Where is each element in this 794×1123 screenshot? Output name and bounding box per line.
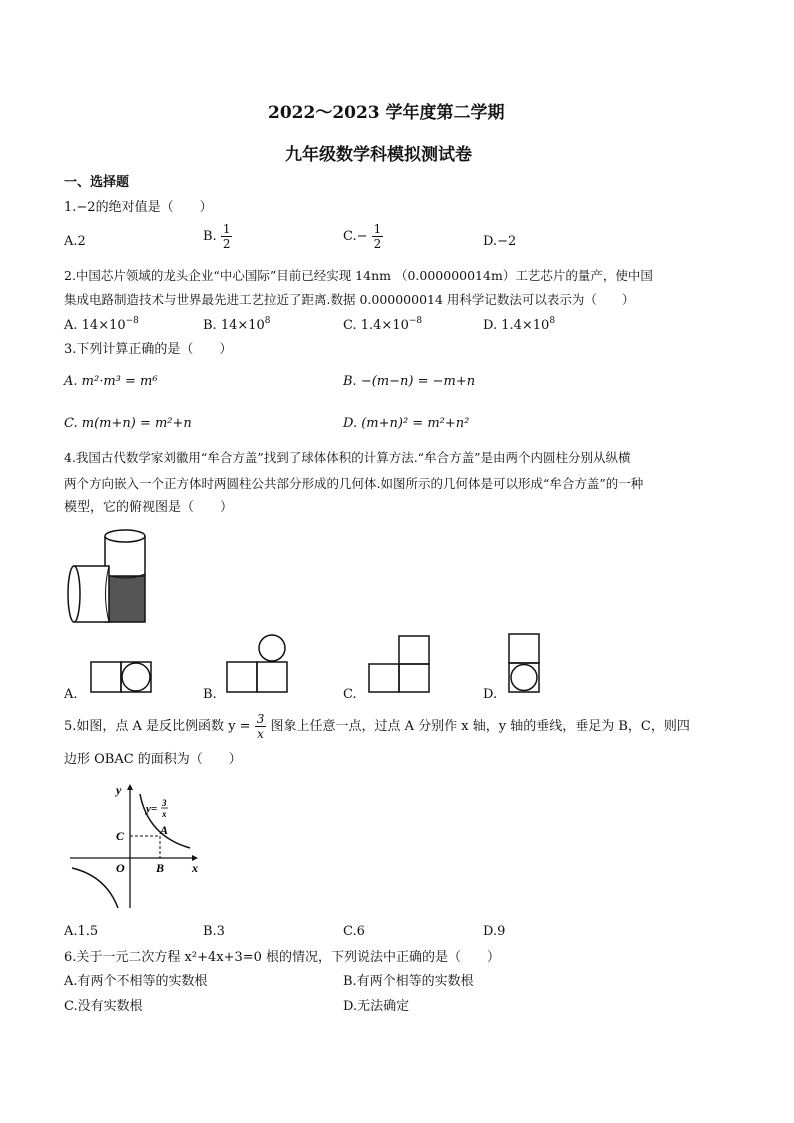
q1-option-d: D.−2	[483, 234, 517, 249]
q3-stem: 3.下列计算正确的是（ ）	[64, 342, 233, 357]
q4-line-2: 两个方向嵌入一个正方体时两圆柱公共部分形成的几何体.如图所示的几何体是可以形成“牟合方盖”的一种	[64, 476, 644, 491]
q5-fraction	[255, 712, 267, 741]
q4-option-b-figure	[226, 634, 288, 694]
q1-b-den: 2	[222, 237, 231, 251]
q2-line-2: 集成电路制造技术与世界最先进工艺拉近了距离.数据 0.000000014 用科学记数法可以表示为（ ）	[64, 292, 635, 307]
q1-option-b	[203, 222, 232, 251]
q4-line-1: 4.我国古代数学家刘徽用“牟合方盖”找到了球体体积的计算方法.“牟合方盖”是由两个内圆柱分别从纵横	[64, 450, 631, 465]
q4-option-a-figure	[90, 660, 152, 694]
q2-c-exp: −8	[408, 316, 423, 326]
q1-option-a: A.2	[64, 234, 86, 249]
q5-option-b: B.3	[203, 924, 225, 939]
q5-option-a: A.1.5	[64, 924, 99, 939]
q6-option-c: C.没有实数根	[64, 999, 143, 1014]
graph-y-label: y	[116, 783, 122, 797]
q5-option-c: C.6	[343, 924, 365, 939]
q4-option-c: C.	[343, 687, 357, 702]
q1-b-fraction	[221, 222, 233, 251]
q6-option-a: A.有两个不相等的实数根	[64, 974, 208, 989]
q2-a-exp: −8	[125, 316, 139, 326]
graph-origin-label: O	[116, 861, 125, 875]
q1-c-prefix: C.−	[343, 229, 368, 244]
q4-solid-figure	[64, 526, 154, 626]
q3-option-a: A. m²·m³ = m⁶	[64, 374, 158, 389]
q4-option-b: B.	[203, 687, 217, 702]
q5-line-1-pre: 5.如图，点 A 是反比例函数 y =	[64, 719, 251, 734]
graph-function-num: 3	[162, 798, 167, 808]
q5-line-1	[64, 712, 690, 741]
q6-stem: 6.关于一元二次方程 x²+4x+3=0 根的情况，下列说法中正确的是（ ）	[64, 950, 501, 965]
section-heading: 一、选择题	[64, 175, 130, 190]
q2-c-base: C. 1.4×10	[343, 318, 409, 333]
q3-option-c: C. m(m+n) = m²+n	[64, 416, 192, 431]
graph-function-label: y=	[146, 803, 158, 815]
q2-d-base: D. 1.4×10	[483, 318, 550, 333]
q2-a-base: A. 14×10	[64, 318, 126, 333]
q2-option-b	[203, 316, 271, 336]
q4-line-3: 模型，它的俯视图是（ ）	[64, 500, 234, 515]
q5-graph	[64, 780, 204, 912]
q2-d-exp: 8	[549, 316, 556, 326]
graph-a-label: A	[160, 823, 169, 837]
q1-c-fraction	[372, 222, 384, 251]
q5-option-d: D.9	[483, 924, 506, 939]
q2-option-c	[343, 316, 422, 336]
q2-b-base: B. 14×10	[203, 318, 265, 333]
q2-line-1: 2.中国芯片领域的龙头企业“中心国际”目前已经实现 14nm （0.000000014m）工艺芯片的量产，使中国	[64, 268, 653, 283]
q2-option-d	[483, 316, 555, 336]
q3-option-d: D. (m+n)² = m²+n²	[343, 416, 470, 431]
q2-option-a	[64, 316, 139, 336]
graph-x-label: x	[192, 861, 198, 875]
graph-c-label: C	[116, 829, 125, 843]
title-line-2: 九年级数学科模拟测试卷	[285, 145, 472, 165]
q5-line-1-post: 图象上任意一点，过点 A 分别作 x 轴，y 轴的垂线，垂足为 B，C，则四	[270, 719, 690, 734]
q3-option-b: B. −(m−n) = −m+n	[343, 374, 476, 389]
q4-option-c-figure	[368, 634, 430, 694]
title-line-1: 2022～2023 学年度第二学期	[268, 103, 505, 123]
q5-frac-num: 3	[256, 712, 265, 726]
q1-c-den: 2	[373, 237, 382, 251]
q5-line-2: 边形 OBAC 的面积为（ ）	[64, 752, 242, 767]
q1-b-prefix: B.	[203, 229, 217, 244]
q1-c-num: 1	[373, 222, 382, 236]
q4-option-a: A.	[64, 687, 78, 702]
graph-function-den: x	[162, 809, 167, 819]
q6-option-b: B.有两个相等的实数根	[343, 974, 474, 989]
q6-option-d: D.无法确定	[343, 999, 410, 1014]
q2-b-exp: 8	[264, 316, 271, 326]
q5-frac-den: x	[257, 727, 264, 741]
q1-option-c	[343, 222, 383, 251]
q4-option-d: D.	[483, 687, 498, 702]
graph-b-label: B	[156, 861, 165, 875]
q4-option-d-figure	[508, 632, 540, 694]
q1-stem: 1.−2的绝对值是（ ）	[64, 200, 213, 215]
q1-b-num: 1	[222, 222, 231, 236]
